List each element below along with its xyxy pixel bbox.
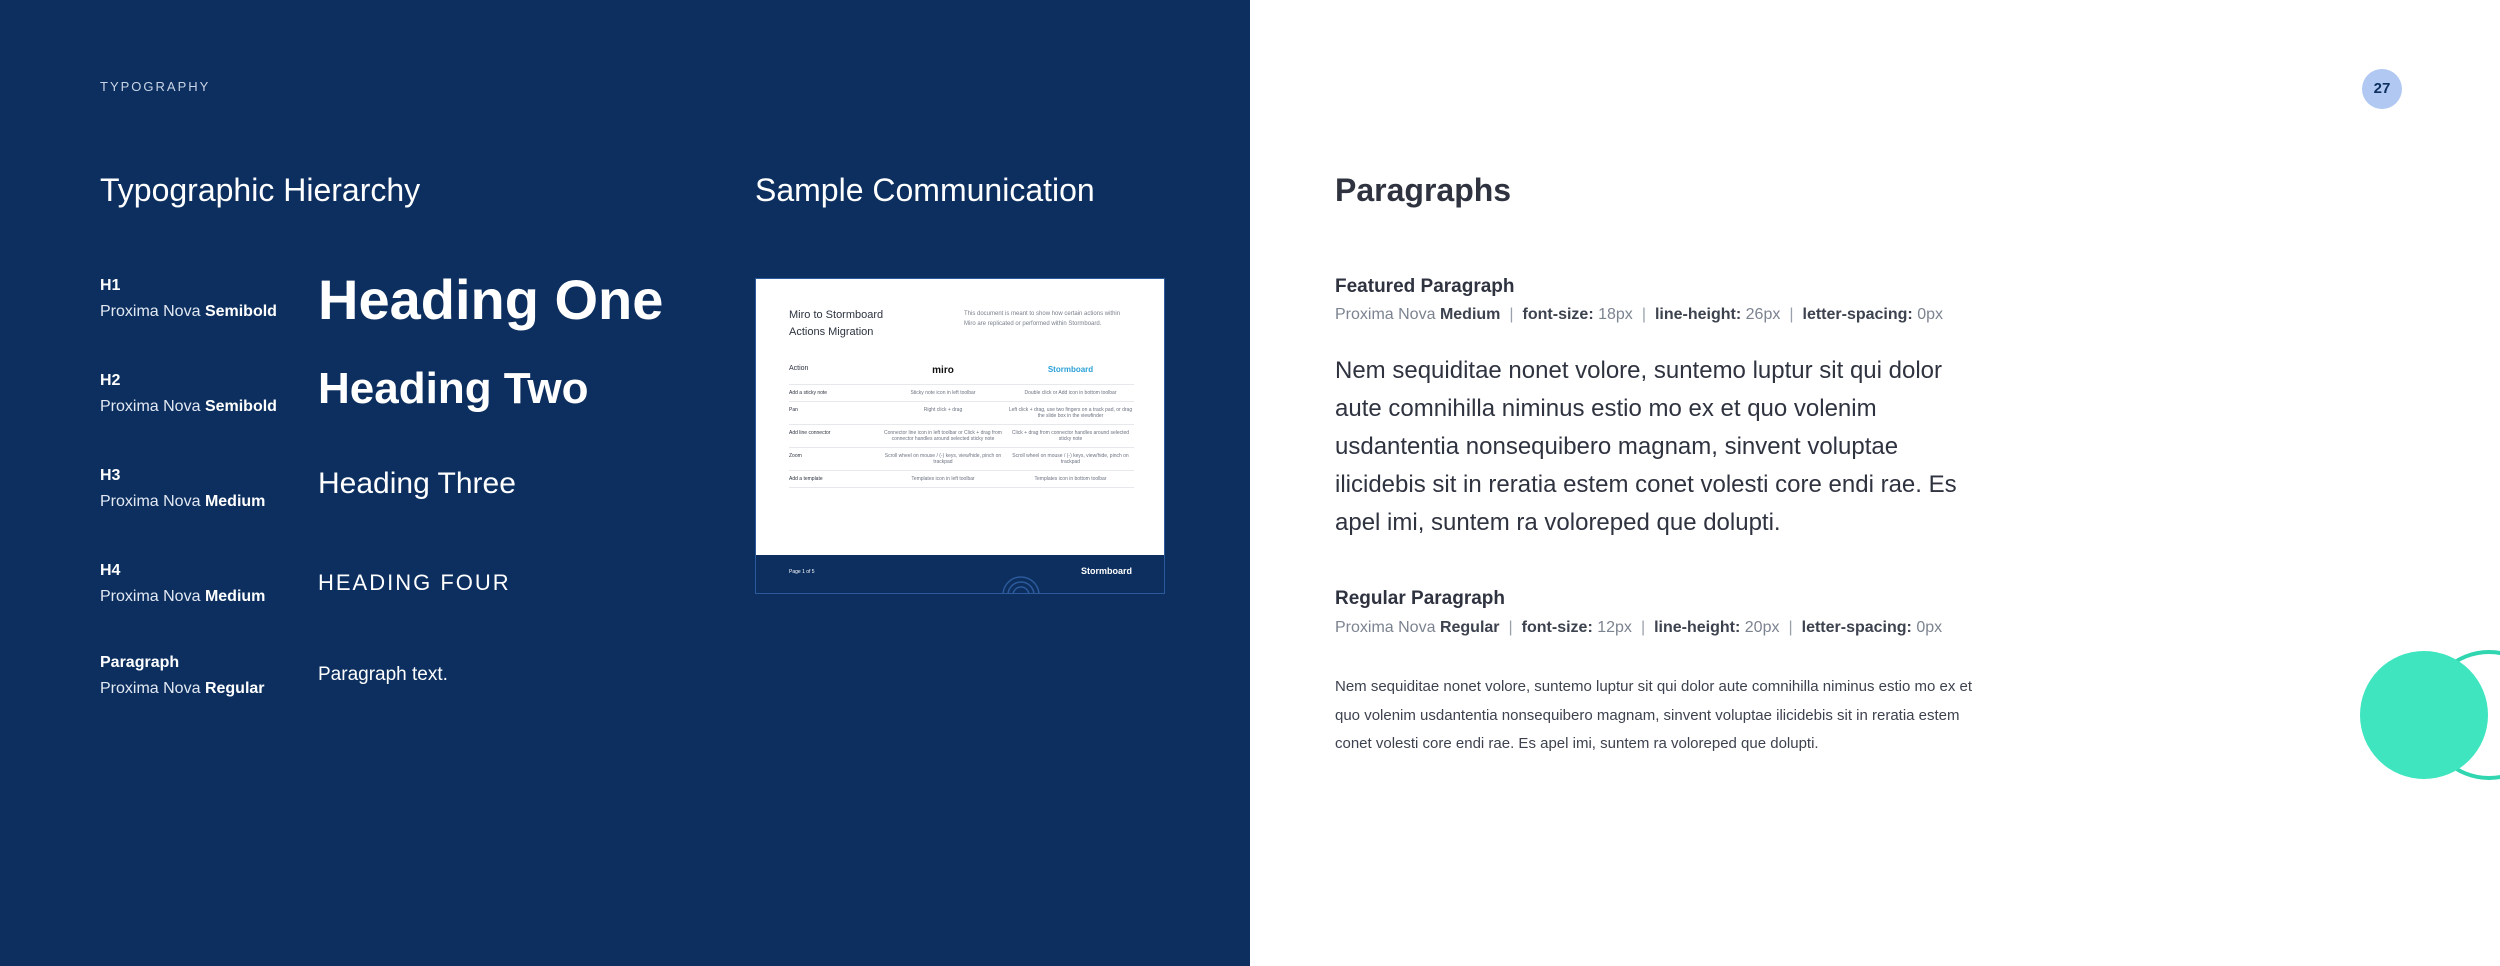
doc-table-header: [789, 357, 1134, 385]
miro-logo: miro: [932, 365, 954, 376]
hierarchy-font: Proxima Nova Semibold: [100, 303, 277, 320]
regular-paragraph-body: Nem sequiditae nonet volore, suntemo luptur sit qui dolor aute comnihilla niminus estio mo ex et quo volenim usdantentia nonsequibero magnam, sinvent voluptae ilicidebis sit in reratia estem conet volesti core endi rae. Es apel imi, suntem ra voloreped que dolupti.: [1335, 678, 1973, 752]
doc-cell: Templates icon in bottom toolbar: [1034, 476, 1107, 482]
paragraphs-heading: Paragraphs: [1335, 172, 1512, 208]
hierarchy-row-h1: [100, 268, 700, 355]
doc-cell: Scroll wheel on mouse / (-) keys, view/hide, pinch on trackpad: [884, 453, 1002, 465]
footer-stormboard-logo: Stormboard: [1080, 566, 1132, 576]
sample-communication-heading: Sample Communication: [755, 172, 1095, 208]
doc-cell: Pan: [789, 407, 798, 413]
hierarchy-font: Proxima Nova Regular: [100, 680, 265, 697]
doc-cell: Zoom: [789, 453, 802, 459]
hierarchy-tag: Paragraph: [100, 654, 180, 671]
hierarchy-row-h3: [100, 465, 700, 545]
featured-paragraph-body: Nem sequiditae nonet volore, suntemo luptur sit qui dolor aute comnihilla niminus estio mo ex et quo volenim usdantentia nonsequibero magnam, sinvent voluptae ilicidebis sit in reratia estem conet volesti core endi rae. Es apel imi, suntem ra voloreped que dolupti.: [1335, 357, 1957, 536]
doc-cell: Connector line icon in left toolbar or Click + drag from connector handles around selected sticky note: [884, 430, 1002, 442]
page-number-badge: 27: [2362, 69, 2402, 109]
doc-table-row: [789, 385, 1134, 402]
hierarchy-font: Proxima Nova Medium: [100, 588, 266, 605]
doc-cell: Templates icon in left toolbar: [911, 476, 975, 482]
paragraph-sample: Paragraph text.: [318, 664, 448, 685]
doc-cell: Add line connector: [789, 430, 831, 436]
heading-three-sample: Heading Three: [318, 467, 516, 500]
hierarchy-meta: [100, 652, 310, 704]
regular-paragraph-title: Regular Paragraph: [1335, 588, 1505, 609]
doc-cell: Scroll wheel on mouse / (-) keys, view/hide, pinch on trackpad: [1012, 453, 1129, 465]
hierarchy-font: Proxima Nova Medium: [100, 493, 266, 510]
decorative-circle: [2360, 651, 2488, 779]
hierarchy-font: Proxima Nova Semibold: [100, 398, 277, 415]
heading-one-sample: Heading One: [318, 268, 664, 331]
doc-cell: Add a sticky note: [789, 390, 828, 396]
doc-table-row: [789, 402, 1134, 425]
hierarchy-meta: [100, 465, 310, 517]
heading-four-sample: HEADING FOUR: [318, 570, 511, 595]
wave-pattern-icon: [1001, 569, 1041, 593]
section-label: TYPOGRAPHY: [100, 79, 211, 94]
doc-table-row: [789, 471, 1134, 488]
regular-paragraph-spec: Proxima Nova Regular | font-size: 12px | line-height: 20px | letter-spacing: 0px: [1335, 619, 1943, 636]
hierarchy-tag: H3: [100, 467, 121, 484]
doc-title: Miro to Stormboard Actions Migration: [789, 309, 884, 338]
hierarchy-row-paragraph: [100, 652, 700, 732]
doc-table-row: [789, 448, 1134, 471]
doc-cell: Sticky note icon in left toolbar: [910, 390, 976, 396]
hierarchy-tag: H1: [100, 277, 121, 294]
doc-cell: Left click + drag, use two fingers on a track pad, or drag the slide box in the viewfinder: [1008, 407, 1133, 419]
doc-cell: Double click or Add icon in bottom toolbar: [1024, 390, 1117, 396]
featured-paragraph-title: Featured Paragraph: [1335, 276, 1515, 297]
sample-document-card: [755, 278, 1165, 594]
doc-cell: Right click + drag: [923, 407, 963, 413]
heading-two-sample: Heading Two: [318, 364, 589, 413]
doc-header-action: Action: [789, 365, 809, 372]
hierarchy-tag: H2: [100, 372, 121, 389]
hierarchy-meta: [100, 370, 310, 422]
hierarchy-tag: H4: [100, 562, 121, 579]
doc-table: [789, 357, 1134, 488]
hierarchy-meta: [100, 275, 310, 327]
doc-description: This document is meant to show how certain actions within Miro are replicated or performed within Stormboard.: [964, 311, 1121, 327]
doc-cell: Add a template: [789, 476, 823, 482]
hierarchy-row-h4: [100, 560, 700, 640]
hierarchy-row-h2: [100, 364, 700, 450]
doc-page-number: Page 1 of 5: [789, 569, 815, 575]
typographic-hierarchy-heading: Typographic Hierarchy: [100, 172, 421, 208]
hierarchy-meta: [100, 560, 310, 612]
doc-cell: Click + drag from connector handles around selected sticky note: [1011, 430, 1130, 442]
featured-paragraph-spec: Proxima Nova Medium | font-size: 18px | line-height: 26px | letter-spacing: 0px: [1335, 306, 1943, 323]
doc-footer: [756, 555, 1164, 593]
stormboard-logo: Stormboard: [1047, 365, 1094, 374]
doc-table-row: [789, 425, 1134, 448]
